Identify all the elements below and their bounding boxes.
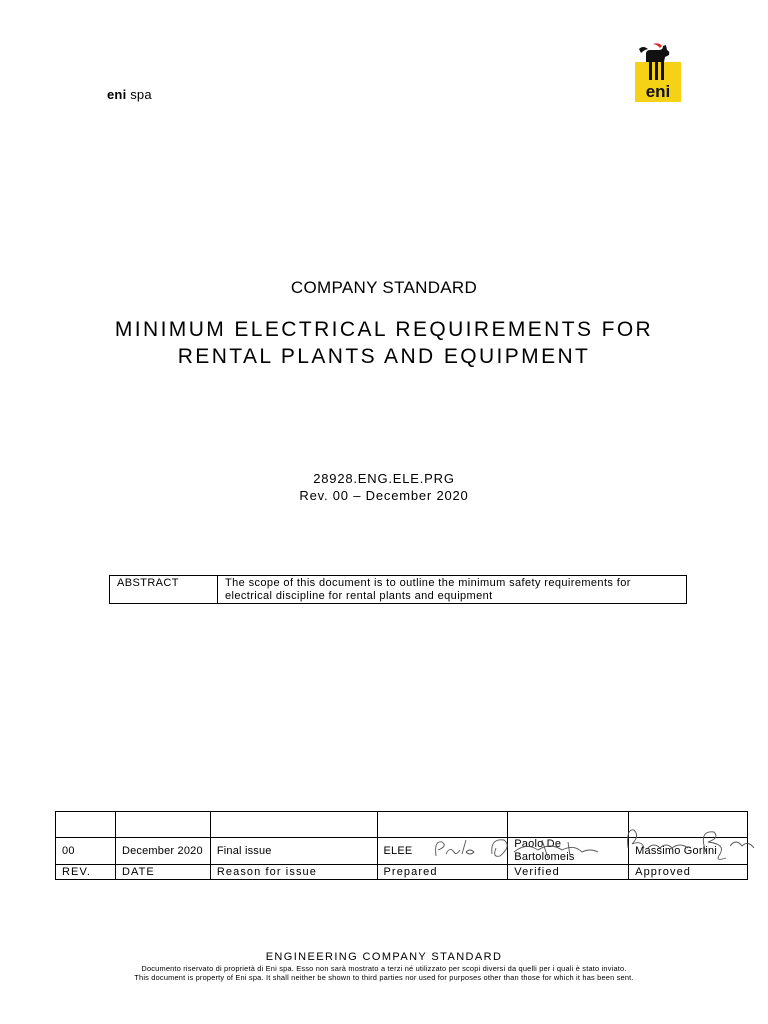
revision-row-empty (56, 812, 748, 838)
document-revision: Rev. 00 – December 2020 (299, 488, 469, 503)
verified-cell: Paolo De Bartolomeis (508, 838, 629, 865)
document-title-line1: MINIMUM ELECTRICAL REQUIREMENTS FOR (114, 318, 654, 341)
revision-header-row (56, 865, 748, 880)
document-title-line2: RENTAL PLANTS AND EQUIPMENT (177, 345, 591, 368)
header-reason: Reason for issue (210, 865, 377, 880)
prepared-cell: ELEE (377, 838, 508, 865)
revision-row (56, 838, 748, 865)
company-name-bold: eni (107, 87, 127, 102)
header-prepared: Prepared (377, 865, 508, 880)
approved-cell: Massimo Gorlini (629, 838, 748, 865)
footer-title: ENGINEERING COMPANY STANDARD (265, 951, 503, 963)
eni-logo (629, 42, 687, 102)
abstract-table (109, 575, 687, 604)
header-approved: Approved (629, 865, 748, 880)
document-type: COMPANY STANDARD (290, 278, 478, 297)
header-rev: REV. (56, 865, 116, 880)
header-verified: Verified (508, 865, 629, 880)
company-name-suffix: spa (126, 87, 152, 102)
document-code: 28928.ENG.ELE.PRG (313, 471, 455, 486)
abstract-label: ABSTRACT (110, 576, 218, 604)
logo-wordmark: eni (645, 82, 671, 101)
reason-cell: Final issue (210, 838, 377, 865)
footer-notice-english: This document is property of Eni spa. It shall neither be shown to third parties nor used for purposes other than those for which it has been sent. (134, 973, 634, 982)
date-cell: December 2020 (115, 838, 210, 865)
document-title (60, 316, 708, 370)
company-name (107, 87, 152, 102)
header-date: DATE (115, 865, 210, 880)
revision-table (55, 811, 748, 880)
footer-notice-italian: Documento riservato di proprietà di Eni spa. Esso non sarà mostrato a terzi né utilizzato per scopi diversi da quelli per i quali è stato inviato. (141, 964, 627, 973)
abstract-text: The scope of this document is to outline the minimum safety requirements for electrical discipline for rental plants and equipment (218, 576, 687, 604)
rev-cell: 00 (56, 838, 116, 865)
